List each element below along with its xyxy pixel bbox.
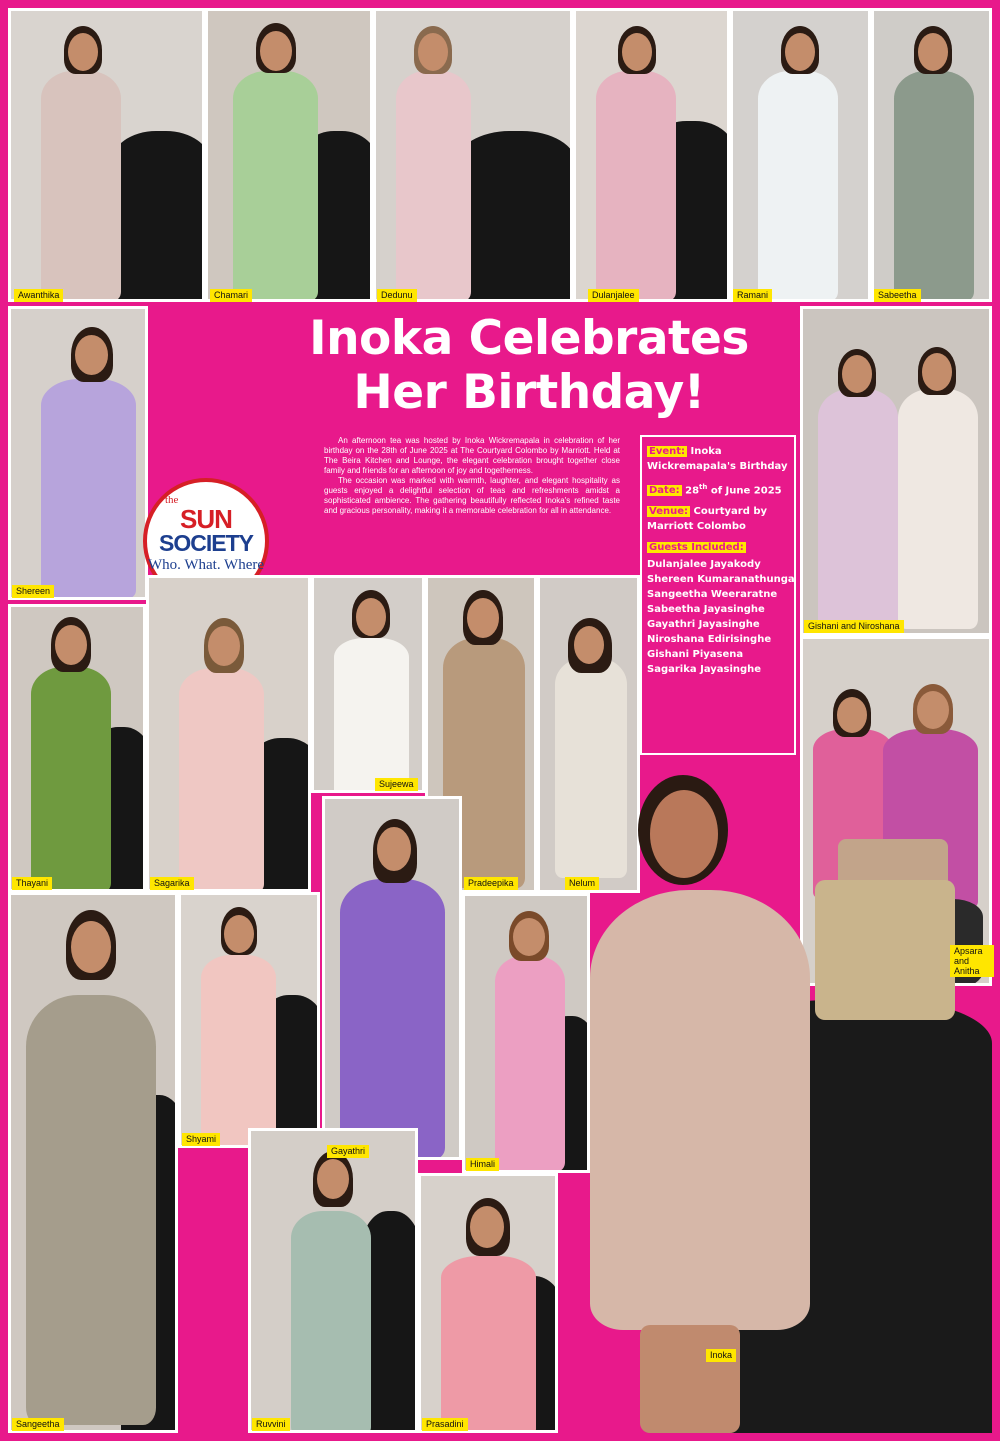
- logo-society: SOCIETY: [159, 530, 253, 556]
- photo-ruvvini: [248, 1128, 418, 1433]
- info-panel: [647, 444, 797, 677]
- caption-dedunu: Dedunu: [377, 289, 417, 302]
- event-label: Event:: [649, 446, 686, 457]
- guest-name: Shereen Kumaranathunga: [647, 574, 795, 586]
- photo-shereen: [8, 306, 148, 600]
- photo-awanthika: [8, 8, 205, 302]
- event-row: [647, 444, 797, 474]
- date-day: 28: [685, 485, 700, 497]
- venue-row: [647, 504, 797, 534]
- caption-shereen: Shereen: [12, 585, 54, 598]
- caption-ramani: Ramani: [733, 289, 772, 302]
- guest-name: Gishani Piyasena: [647, 649, 744, 661]
- photo-sangeetha: [8, 892, 178, 1433]
- caption-sangeetha: Sangeetha: [12, 1418, 64, 1431]
- venue-label: Venue:: [649, 506, 688, 518]
- guest-name: Sangeetha Weeraratne: [647, 589, 778, 601]
- date-label: Date:: [649, 485, 680, 497]
- inoka-legs: [640, 1325, 740, 1433]
- guest-name: Niroshana Edirisinghe: [647, 634, 772, 646]
- article-paragraph: The occasion was marked with warmth, laughter, and elegant hospitality as guests enjoyed a delightful selection of teas and refreshments amidst a sophisticated ambience. The gathering beautifully reflected Inoka's refined taste and gracious personality, making it a memorable celebration for all in attendance.: [324, 476, 620, 515]
- photo-sagarika: [146, 575, 311, 892]
- logo-tagline: Who. What. Where: [147, 557, 265, 573]
- logo-sun: SUN: [180, 504, 232, 534]
- caption-gishani-niroshana: Gishani and Niroshana: [804, 620, 904, 633]
- guest-name: Dulanjalee Jayakody: [647, 559, 761, 571]
- photo-thayani: [8, 604, 146, 892]
- guests-label: Guests Included:: [649, 542, 744, 554]
- photo-sabeetha: [871, 8, 992, 302]
- date-row: [647, 480, 797, 498]
- caption-pradeepika: Pradeepika: [464, 877, 518, 890]
- venue-value: Courtyard by Marriott Colombo: [647, 506, 768, 533]
- caption-sabeetha: Sabeetha: [874, 289, 921, 302]
- caption-chamari: Chamari: [210, 289, 252, 302]
- photo-sujeewa: [311, 575, 425, 793]
- caption-apsara-anitha: Apsara and Anitha: [950, 945, 994, 977]
- photo-gayathri: [322, 796, 462, 1160]
- photo-dedunu: [373, 8, 573, 302]
- date-suffix: th: [699, 483, 708, 491]
- guest-name: Sagarika Jayasinghe: [647, 664, 762, 676]
- caption-gayathri: Gayathri: [327, 1145, 369, 1158]
- date-rest: of June 2025: [707, 485, 782, 497]
- caption-nelum: Nelum: [565, 877, 599, 890]
- guest-name: Sabeetha Jayasinghe: [647, 604, 765, 616]
- headline: [262, 312, 796, 430]
- photo-ramani: [730, 8, 871, 302]
- inoka-dress: [590, 890, 810, 1330]
- guests-section: [647, 540, 797, 677]
- photo-shyami: [178, 892, 320, 1148]
- photo-chamari: [205, 8, 373, 302]
- caption-inoka: Inoka: [706, 1349, 736, 1362]
- caption-dulanjalee: Dulanjalee: [588, 289, 639, 302]
- headline-line-2: Her Birthday!: [353, 365, 705, 420]
- caption-himali: Himali: [466, 1158, 499, 1171]
- logo-the: the: [165, 494, 179, 506]
- caption-sagarika: Sagarika: [150, 877, 194, 890]
- photo-inoka: [560, 760, 992, 1433]
- photo-gishani-niroshana: [800, 306, 992, 636]
- caption-prasadini: Prasadini: [422, 1418, 468, 1431]
- caption-thayani: Thayani: [12, 877, 52, 890]
- caption-shyami: Shyami: [182, 1133, 220, 1146]
- headline-line-1: Inoka Celebrates: [309, 311, 749, 366]
- inoka-cake: [815, 880, 955, 1020]
- inoka-head: [650, 790, 718, 878]
- article-body: [324, 436, 620, 516]
- photo-dulanjalee: [573, 8, 730, 302]
- article-paragraph: An afternoon tea was hosted by Inoka Wickremapala in celebration of her birthday on the 28th of June 2025 at The Courtyard Colombo by Marriott. Held at The Beira Kitchen and Lounge, the elegant celebration brought together close family and friends for an afternoon of joy and togetherness.: [324, 436, 620, 475]
- caption-awanthika: Awanthika: [14, 289, 63, 302]
- guest-name: Gayathri Jayasinghe: [647, 619, 760, 631]
- caption-sujeewa: Sujeewa: [375, 778, 418, 791]
- caption-ruvvini: Ruvvini: [252, 1418, 290, 1431]
- event-value: Inoka Wickremapala's Birthday: [647, 446, 788, 472]
- photo-prasadini: [418, 1173, 558, 1433]
